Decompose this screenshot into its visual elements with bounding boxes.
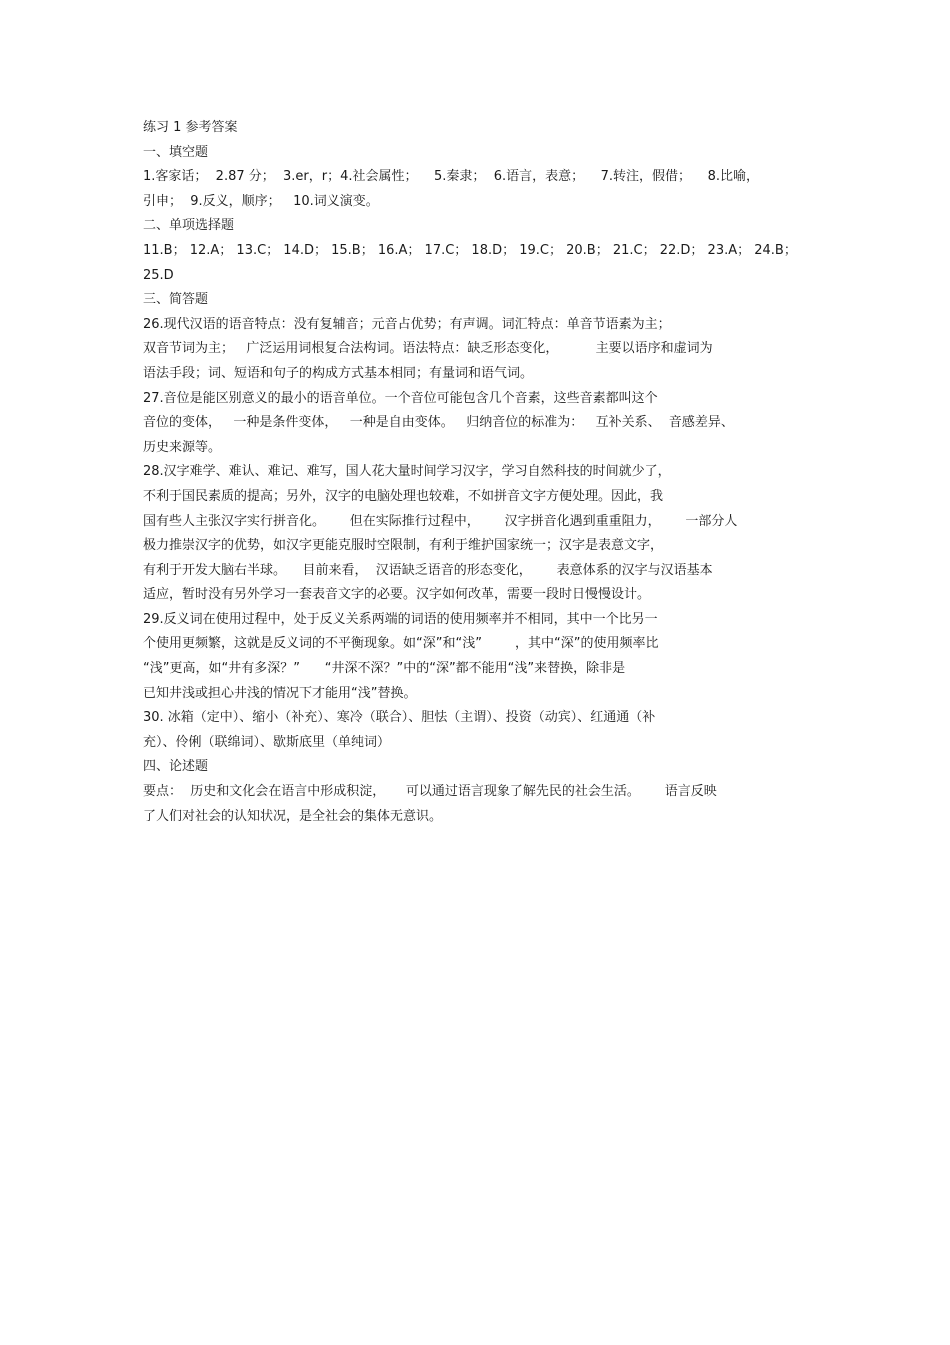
paragraph-line: 音位的变体， 一种是条件变体， 一种是自由变体。 归纳音位的标准为： 互补关系、 音感差异、 <box>143 415 734 431</box>
paragraph-line: 不利于国民素质的提高；另外，汉字的电脑处理也较难，不如拼音文字方便处理。因此，我 <box>143 488 664 504</box>
paragraph-line: 30. 冰箱（定中）、缩小（补充）、寒冷（联合）、胆怯（主谓）、投资（动宾）、红通通（补 <box>143 710 656 726</box>
paragraph-line: 历史来源等。 <box>143 439 222 455</box>
paragraph-line: 引申； 9.反义，顺序； 10.词义演变。 <box>143 193 379 209</box>
document-title: 练习 1 参考答案 <box>143 120 238 135</box>
answer-document <box>143 116 808 829</box>
paragraph-line: 国有些人主张汉字实行拼音化。 但在实际推行过程中， 汉字拼音化遇到重重阻力， 一部分人 <box>143 513 738 529</box>
paragraph-line: 要点： 历史和文化会在语言中形成积淀， 可以通过语言现象了解先民的社会生活。 语言反映 <box>143 784 717 800</box>
paragraph-line: 有利于开发大脑右半球。 目前来看， 汉语缺乏语音的形态变化， 表意体系的汉字与汉语基本 <box>143 562 713 578</box>
paragraph-line: 极力推崇汉字的优势，如汉字更能克服时空限制，有利于维护国家统一；汉字是表意文字， <box>143 538 664 554</box>
paragraph-line: 充）、伶俐（联绵词）、歇斯底里（单纯词） <box>143 734 391 750</box>
paragraph-line: 了人们对社会的认知状况，是全社会的集体无意识。 <box>143 808 443 824</box>
section-heading-essay: 四、论述题 <box>143 759 209 775</box>
section-heading-single-choice: 二、单项选择题 <box>143 218 235 234</box>
paragraph-line: 个使用更频繁，这就是反义词的不平衡现象。如“深”和“浅” ，其中“深”的使用频率比 <box>143 636 659 652</box>
paragraph-line: 1.客家话； 2.87 分； 3.er，r；4.社会属性； 5.秦隶； 6.语言，表意； 7.转注，假借； 8.比喻， <box>143 169 759 185</box>
paragraph-line: 29.反义词在使用过程中，处于反义关系两端的词语的使用频率并不相同，其中一个比另一 <box>143 611 658 627</box>
section-heading-short-answer: 三、简答题 <box>143 292 209 308</box>
paragraph-line: 双音节词为主； 广泛运用词根复合法构词。语法特点：缺乏形态变化， 主要以语序和虚词为 <box>143 341 713 357</box>
paragraph-line: 11.B； 12.A； 13.C； 14.D； 15.B； 16.A； 17.C； 18.D； 19.C； 20.B； 21.C； 22.D； 23.A； 24.B； <box>143 242 797 258</box>
paragraph-line: “浅”更高，如“井有多深？” “井深不深？”中的“深”都不能用“浅”来替换，除非是 <box>143 661 626 677</box>
paragraph-line: 26.现代汉语的语音特点：没有复辅音；元音占优势；有声调。词汇特点：单音节语素为主； <box>143 316 671 332</box>
paragraph-line: 适应，暂时没有另外学习一套表音文字的必要。汉字如何改革，需要一段时日慢慢设计。 <box>143 587 651 603</box>
paragraph-line: 27.音位是能区别意义的最小的语音单位。一个音位可能包含几个音素，这些音素都叫这个 <box>143 390 658 406</box>
paragraph-line: 28.汉字难学、难认、难记、难写，国人花大量时间学习汉字，学习自然科技的时间就少了， <box>143 464 671 480</box>
paragraph-line: 25.D <box>143 267 174 283</box>
paragraph-line: 已知井浅或担心井浅的情况下才能用“浅”替换。 <box>143 685 417 701</box>
section-heading-fill-blank: 一、填空题 <box>143 144 209 160</box>
paragraph-line: 语法手段；词、短语和句子的构成方式基本相同；有量词和语气词。 <box>143 365 534 381</box>
